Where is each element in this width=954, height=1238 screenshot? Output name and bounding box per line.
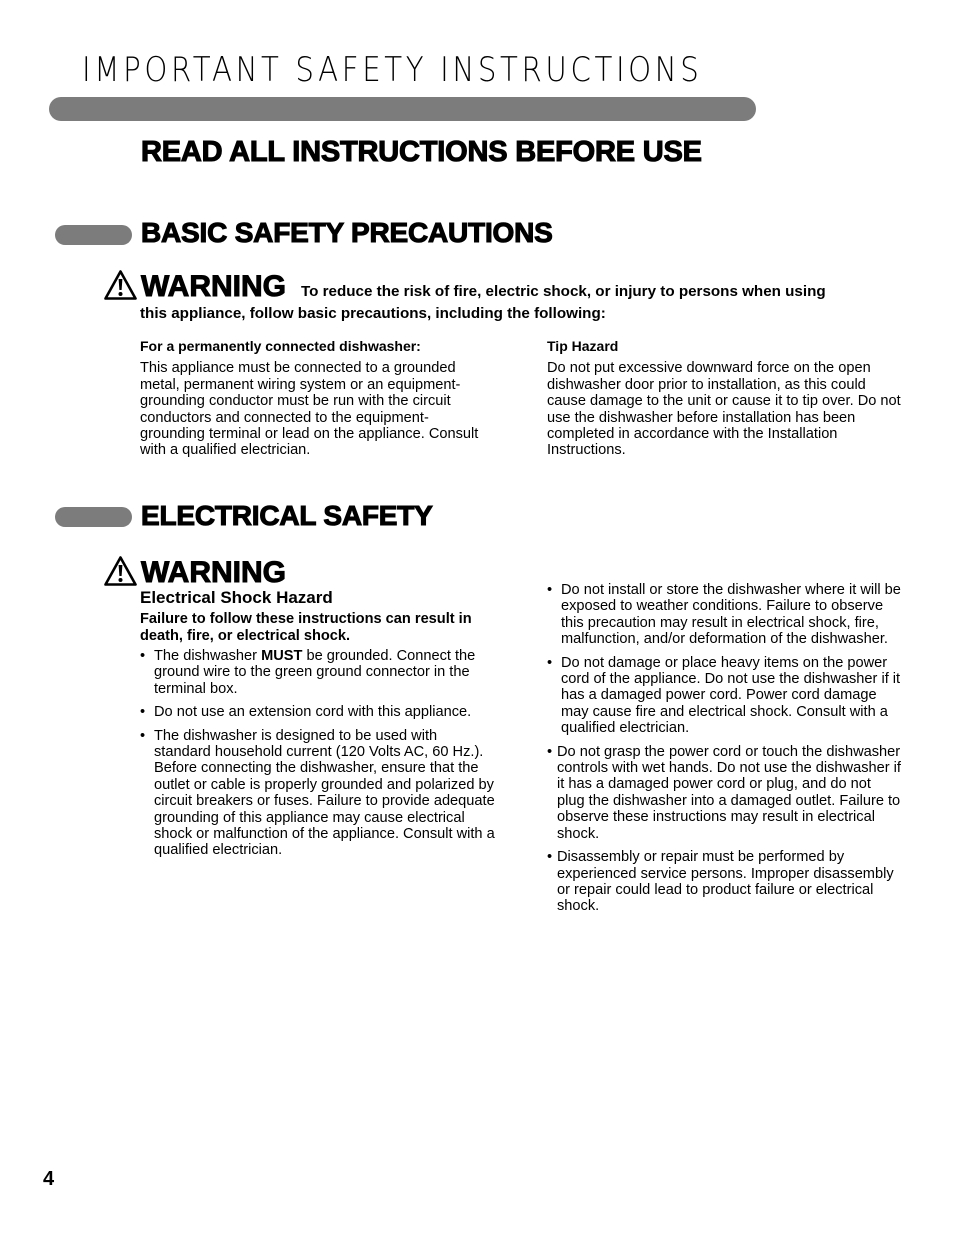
bullet: • (547, 654, 553, 671)
list-item (547, 744, 902, 842)
list-item-text: Do not install or store the dishwasher where it will be exposed to weather conditions. Failure to observe this precaution may result in electrical shock, fire, malfunction, and/or deformation of the dishwasher. (561, 582, 901, 648)
tip-hazard-block (547, 338, 902, 459)
warning-banner-electrical (104, 556, 286, 590)
list-item-text: Disassembly or repair must be performed by experienced service persons. Improper disassembly or repair could lead to product failure or electrical shock. (557, 849, 894, 915)
bullet: • (547, 582, 553, 598)
section-pill-basic (55, 225, 132, 245)
electrical-shock-hazard-note: Failure to follow these instructions can result in death, fire, or electrical shock. (140, 611, 472, 644)
bullet: • (140, 704, 146, 721)
bullet: • (140, 727, 146, 744)
electrical-right-list (547, 582, 902, 922)
list-item-text: Do not use an extension cord with this appliance. (154, 704, 472, 721)
warning-label: WARNING (141, 556, 286, 589)
permanent-connection-heading: For a permanently connected dishwasher: (140, 338, 421, 354)
list-item-emphasis: MUST (261, 648, 303, 664)
permanent-connection-body: This appliance must be connected to a grounded metal, permanent wiring system or an equipment-grounding conductor must be run with the circuit conductors and connected to the equipment-grounding terminal or lead on the appliance. Consult with a qualified electrician. (140, 360, 479, 459)
list-item-text: The dishwasher (154, 648, 262, 664)
bullet: • (547, 849, 553, 866)
electrical-left-list (140, 648, 495, 866)
warning-triangle-icon (104, 270, 137, 300)
section-pill-electrical (55, 507, 132, 527)
list-item-text: be grounded. Connect the ground wire to the green ground connector in the terminal box. (154, 648, 476, 697)
section-title-electrical: ELECTRICAL SAFETY (141, 500, 433, 531)
tip-hazard-body: Do not put excessive downward force on the open dishwasher door prior to installation, as this could cause damage to the unit or cause it to tip over. Do not use the dishwasher before installation has been completed in accordance with the Installation Instructions. (547, 360, 901, 459)
list-item-text: Do not grasp the power cord or touch the dishwasher controls with wet hands. Do not use the dishwasher if it has a damaged power cord or plug, and do not plug the dishwasher into a damaged outlet. Failure to observe these instructions may result in electrical shock. (557, 743, 901, 842)
list-item-text: Do not damage or place heavy items on the power cord of the appliance. Do not use the dishwasher if it has a damaged power cord. Power cord damage may cause fire and electrical shock. Consult with a qualified electrician. (561, 654, 901, 737)
list-item (140, 728, 495, 859)
electrical-shock-hazard-heading: Electrical Shock Hazard (140, 588, 333, 607)
title-bar-divider (49, 97, 756, 121)
section-title-basic: BASIC SAFETY PRECAUTIONS (141, 217, 553, 248)
warning-intro-rest: this appliance, follow basic precautions, including the following: (140, 305, 606, 322)
tip-hazard-heading: Tip Hazard (547, 338, 619, 354)
list-item (547, 849, 902, 915)
read-all-heading: READ ALL INSTRUCTIONS BEFORE USE (141, 136, 702, 168)
warning-label: WARNING (141, 270, 286, 303)
list-item (140, 704, 495, 720)
warning-intro-text (140, 281, 910, 325)
list-item-text: The dishwasher is designed to be used with standard household current (120 Volts AC, 60 Hz.). Before connecting the dishwasher, ensure that the outlet or cable is properly grounded and polarized by circuit breakers or fuses. Failure to provide adequate grounding of this appliance may cause electrical shock or malfunction of the appliance. Consult with a qualified electrician. (154, 727, 495, 859)
page-number: 4 (43, 1168, 55, 1190)
permanent-connection-block (140, 338, 490, 459)
warning-triangle-icon (104, 556, 137, 586)
list-item (140, 648, 495, 697)
list-item (547, 655, 902, 737)
page-title: IMPORTANT SAFETY INSTRUCTIONS (82, 50, 703, 90)
bullet: • (547, 743, 553, 760)
bullet: • (140, 648, 146, 664)
warning-intro-lead: To reduce the risk of fire, electric shock, or injury to persons when using (301, 283, 826, 300)
list-item (547, 582, 902, 648)
